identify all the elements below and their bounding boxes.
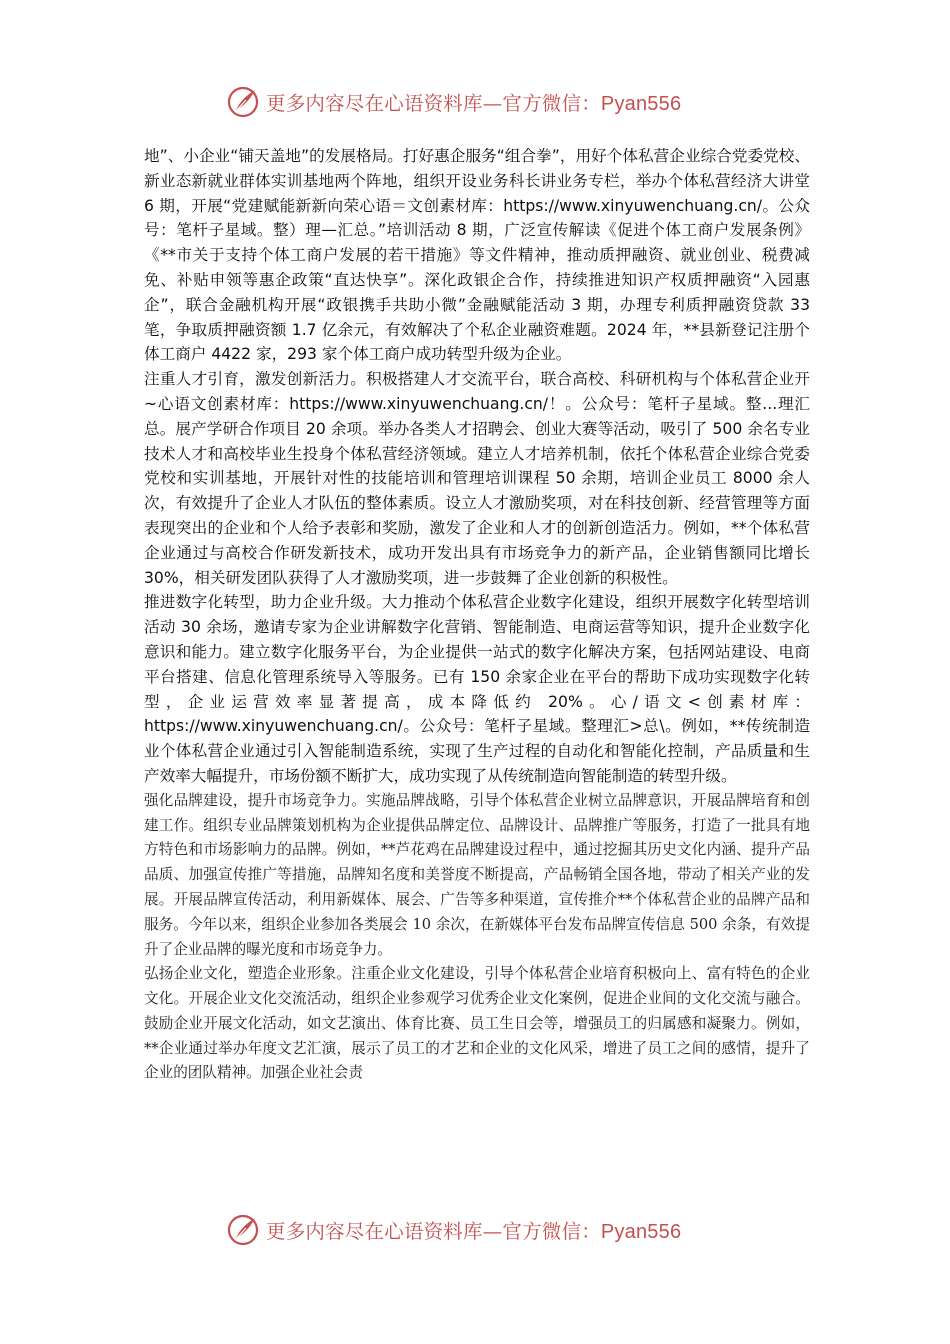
paragraph-talent: 注重人才引育，激发创新活力。积极搭建人才交流平台，联合高校、科研机构与个体私营企业开~心语文创素材库：https://www.xinyuwenchuang.cn/！。公众号：笔杆子星域。整...理汇总。展产学研合作项目 20 余项。举办各类人才招聘会、创业大赛等活动，吸引了 500 余名专业技术人才和高校毕业生投身个体私营经济领域。建立人才培养机制，依托个体私营企业综合党委党校和实训基地，开展针对性的技能培训和管理培训课程 50 余期，培训企业员工 8000 余人次，有效提升了企业人才队伍的整体素质。设立人才激励奖项，对在科技创新、经营管理等方面表现突出的企业和个人给予表彰和奖励，激发了企业和人才的创新创造活力。例如，**个体私营企业通过与高校合作研发新技术，成功开发出具有市场竞争力的新产品，企业销售额同比增长 30%，相关研发团队获得了人才激励奖项，进一步鼓舞了企业创新的积极性。: [144, 370, 810, 587]
paragraph-finance-services: 地”、小企业“铺天盖地”的发展格局。打好惠企服务“组合拳”，用好个体私营企业综合党委党校、新业态新就业群体实训基地两个阵地，组织开设业务科长讲业务专栏，举办个体私营经济大讲堂 6 期，开展“党建赋能新新向荣心语＝文创素材库：https://www.xinyuwenchuang.cn/。公众号：笔杆子星域。整）理—汇总。”培训活动 8 期，广泛宣传解读《促进个体工商户发展条例》《**市关于支持个体工商户发展的若干措施》等文件精神，推动质押融资、就业创业、税费减免、补贴申领等惠企政策“直达快享”。深化政银企合作，持续推进知识产权质押融资“入园惠企”，联合金融机构开展“政银携手共助小微”金融赋能活动 3 期，办理专利质押融资贷款 33 笔，争取质押融资额 1.7 亿余元，有效解决了个私企业融资难题。2024 年，**县新登记注册个体工商户 4422 家，293 家个体工商户成功转型升级为企业。: [144, 147, 810, 364]
header-watermark-banner: [226, 84, 681, 120]
wechat-id: Pyan556: [600, 1221, 682, 1243]
paragraph-digital: 推进数字化转型，助力企业升级。大力推动个体私营企业数字化建设，组织开展数字化转型培训活动 30 余场，邀请专家为企业讲解数字化营销、智能制造、电商运营等知识，提升企业数字化意识和能力。建立数字化服务平台，为企业提供一站式的数字化解决方案，包括网站建设、电商平台搭建、信息化管理系统导入等服务。已有 150 余家企业在平台的帮助下成功实现数字化转型，企业运营效率显著提高，成本降低约 20%。心/语文<创素材库：https://www.xinyuwenchuang.cn/。公众号：笔杆子星域。整理汇>总\。例如，**传统制造业个体私营企业通过引入智能制造系统，实现了生产过程的自动化和智能化控制，产品质量和生产效率大幅提升，市场份额不断扩大，成功实现了从传统制造向智能制造的转型升级。: [144, 593, 810, 785]
document-body: [144, 144, 810, 1086]
paragraph-culture: 弘扬企业文化，塑造企业形象。注重企业文化建设，引导个体私营企业培育积极向上、富有特色的企业文化。开展企业文化交流活动，组织企业参观学习优秀企业文化案例，促进企业间的文化交流与融合。鼓励企业开展文化活动，如文艺演出、体育比赛、员工生日会等，增强员工的归属感和凝聚力。例如，**企业通过举办年度文艺汇演，展示了员工的才艺和企业的文化风采，增进了员工之间的感情，提升了企业的团队精神。加强企业社会责: [144, 965, 810, 1082]
paragraph-brand: 强化品牌建设，提升市场竞争力。实施品牌战略，引导个体私营企业树立品牌意识，开展品牌培育和创建工作。组织专业品牌策划机构为企业提供品牌定位、品牌设计、品牌推广等服务，打造了一批具有地方特色和市场影响力的品牌。例如，**芦花鸡在品牌建设过程中，通过挖掘其历史文化内涵、提升产品品质、加强宣传推广等措施，品牌知名度和美誉度不断提高，产品畅销全国各地，带动了相关产业的发展。开展品牌宣传活动，利用新媒体、展会、广告等多种渠道，宣传推介**个体私营企业的品牌产品和服务。今年以来，组织企业参加各类展会 10 余次，在新媒体平台发布品牌宣传信息 500 余条，有效提升了企业品牌的曝光度和市场竞争力。: [144, 791, 810, 958]
feather-logo-icon: [226, 85, 260, 119]
footer-watermark-banner: [226, 1212, 681, 1248]
wechat-id: Pyan556: [600, 93, 682, 115]
banner-text: 更多内容尽在心语资料库—官方微信：Pyan556: [266, 92, 682, 115]
banner-text: 更多内容尽在心语资料库—官方微信：Pyan556: [266, 1220, 682, 1243]
feather-logo-icon: [226, 1213, 260, 1247]
